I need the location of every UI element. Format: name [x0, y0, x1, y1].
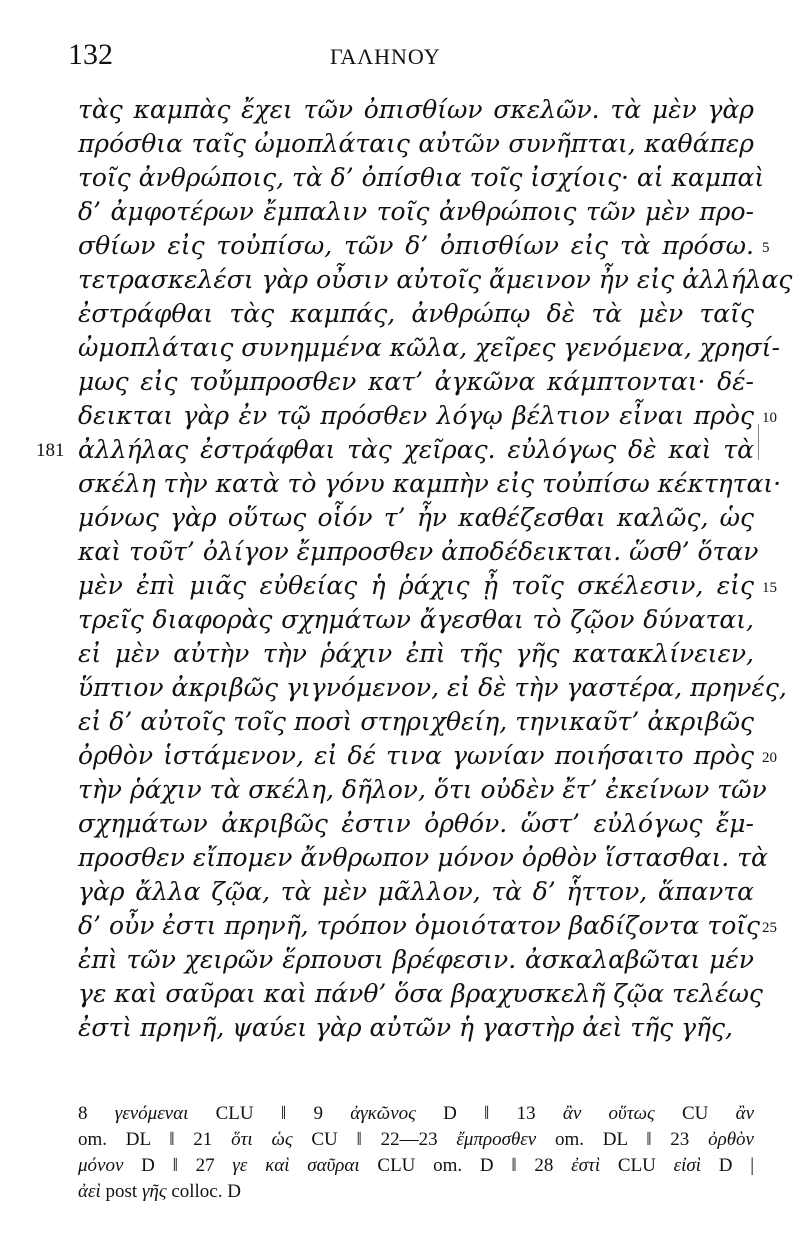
apparatus-part: ἀγκῶνος	[350, 1103, 416, 1124]
apparatus-part: D |	[701, 1155, 755, 1176]
text-line: δεικται γὰρ ἐν τῷ πρόσθεν λόγῳ βέλτιον εἶναι πρὸς	[78, 401, 754, 430]
text-line: ὀρθὸν ἱστάμενον, εἰ δέ τινα γωνίαν ποιήσαιτο πρὸς	[78, 741, 754, 770]
apparatus-part: ὀρθὸν	[708, 1129, 754, 1150]
text-line: σκέλη τὴν κατὰ τὸ γόνυ καμπὴν εἰς τοὐπίσω κέκτηται·	[78, 469, 782, 498]
apparatus-part: γενόμεναι	[114, 1103, 189, 1124]
line-number: 25	[762, 920, 777, 936]
apparatus-part: ἐστὶ	[571, 1155, 601, 1176]
apparatus-part: D ‖ 27	[123, 1155, 233, 1176]
text-line: τοῖς ἀνθρώποις, τὰ δ’ ὀπίσθια τοῖς ἰσχίοις· αἱ καμπαὶ	[78, 163, 765, 192]
text-line: τρεῖς διαφορὰς σχημάτων ἄγεσθαι τὸ ζῷον δύναται,	[78, 605, 754, 634]
text-line: ἐπὶ τῶν χειρῶν ἕρπουσι βρέφεσιν. ἀσκαλαβῶται μέν	[78, 945, 754, 974]
text-line: μως εἰς τοὔμπροσθεν κατ’ ἀγκῶνα κάμπτονται· δέ-	[78, 367, 754, 396]
apparatus-part: μόνον	[78, 1155, 124, 1176]
running-head: ΓΑΛΗΝΟΥ	[330, 44, 441, 69]
apparatus-part: 8	[78, 1103, 115, 1124]
apparatus-part: om. DL ‖ 23	[536, 1129, 709, 1150]
page-reference: 181	[36, 440, 65, 461]
text-line: σθίων εἰς τοὐπίσω, τῶν δ’ ὀπισθίων εἰς τὰ πρόσω.	[78, 231, 754, 260]
text-line: πρόσθια ταῖς ὠμοπλάταις αὐτῶν συνῆπται, καθάπερ	[78, 129, 754, 158]
apparatus-part: CLU ‖ 9	[188, 1103, 351, 1124]
text-line: τετρασκελέσι γὰρ οὖσιν αὐτοῖς ἄμεινον ἦν εἰς ἀλλήλας	[78, 265, 793, 294]
text-line: ἐστράφθαι τὰς καμπάς, ἀνθρώπῳ δὲ τὰ μὲν ταῖς	[78, 299, 754, 328]
apparatus-part: γῆς	[141, 1181, 167, 1202]
apparatus-line	[78, 1180, 754, 1204]
apparatus-part: CLU	[600, 1155, 674, 1176]
text-line: γὰρ ἄλλα ζῷα, τὰ μὲν μᾶλλον, τὰ δ’ ἧττον, ἅπαντα	[78, 877, 754, 906]
text-line: τὰς καμπὰς ἔχει τῶν ὀπισθίων σκελῶν. τὰ μὲν γὰρ	[78, 95, 754, 124]
text-line: προσθεν εἴπομεν ἄνθρωπον μόνον ὀρθὸν ἵστασθαι. τὰ	[78, 843, 768, 872]
apparatus-part: D ‖ 13	[415, 1103, 563, 1124]
text-line: ἐστὶ πρηνῆ, ψαύει γὰρ αὐτῶν ἡ γαστὴρ ἀεὶ τῆς γῆς,	[78, 1013, 733, 1042]
apparatus-part: γε καὶ σαῦραι	[232, 1155, 360, 1176]
line-number: 10	[762, 410, 777, 426]
line-number: 20	[762, 750, 777, 766]
text-line: εἰ δ’ αὐτοῖς τοῖς ποσὶ στηριχθείη, τηνικαῦτ’ ἀκριβῶς	[78, 707, 754, 736]
apparatus-part: colloc. D	[166, 1181, 241, 1202]
text-line: ὕπτιον ἀκριβῶς γιγνόμενον, εἰ δὲ τὴν γαστέρα, πρηνές,	[78, 673, 787, 702]
apparatus-part: ὅτι ὡς	[231, 1129, 293, 1150]
apparatus-line	[78, 1128, 754, 1152]
text-line: καὶ τοῦτ’ ὀλίγον ἔμπροσθεν ἀποδέδεικται. ὥσθ’ ὅταν	[78, 537, 759, 566]
text-line: δ’ ἀμφοτέρων ἔμπαλιν τοῖς ἀνθρώποις τῶν μὲν προ-	[78, 197, 754, 226]
text-line: τὴν ῥάχιν τὰ σκέλη, δῆλον, ὅτι οὐδὲν ἔτ’ ἐκείνων τῶν	[78, 775, 767, 804]
apparatus-part: ἂν	[735, 1103, 754, 1124]
text-line: σχημάτων ἀκριβῶς ἐστιν ὀρθόν. ὥστ’ εὐλόγως ἔμ-	[78, 809, 754, 838]
apparatus-part: CLU om. D ‖ 28	[359, 1155, 572, 1176]
page-number: 132	[68, 38, 113, 71]
text-line: ἀλλήλας ἐστράφθαι τὰς χεῖρας. εὐλόγως δὲ καὶ τὰ	[78, 435, 754, 464]
text-line: εἰ μὲν αὐτὴν τὴν ῥάχιν ἐπὶ τῆς γῆς κατακλίνειεν,	[78, 639, 754, 668]
text-line: γε καὶ σαῦραι καὶ πάνθ’ ὅσα βραχυσκελῆ ζῷα τελέως	[78, 979, 763, 1008]
line-number: 15	[762, 580, 777, 596]
apparatus-part: ἀεὶ	[78, 1181, 101, 1202]
text-line: ὠμοπλάταις συνημμένα κῶλα, χεῖρες γενόμενα, χρησί-	[78, 333, 780, 362]
text-line: μὲν ἐπὶ μιᾶς εὐθείας ἡ ῥάχις ᾖ τοῖς σκέλεσιν, εἰς	[78, 571, 754, 600]
apparatus-line	[78, 1102, 754, 1126]
apparatus-part: post	[100, 1181, 142, 1202]
text-line: δ’ οὖν ἐστι πρηνῆ, τρόπον ὁμοιότατον βαδίζοντα τοῖς	[78, 911, 761, 940]
apparatus-part: CU ‖ 22—23	[292, 1129, 457, 1150]
apparatus-part: ἔμπροσθεν	[456, 1129, 537, 1150]
apparatus-part: CU	[654, 1103, 736, 1124]
apparatus-line	[78, 1154, 754, 1178]
apparatus-part: εἰσὶ	[673, 1155, 702, 1176]
text-line: μόνως γὰρ οὕτως οἷόν τ’ ἦν καθέζεσθαι καλῶς, ὡς	[78, 503, 754, 532]
apparatus-part: ἂν οὕτως	[562, 1103, 655, 1124]
line-number: 5	[762, 240, 770, 256]
apparatus-part: om. DL ‖ 21	[78, 1129, 232, 1150]
